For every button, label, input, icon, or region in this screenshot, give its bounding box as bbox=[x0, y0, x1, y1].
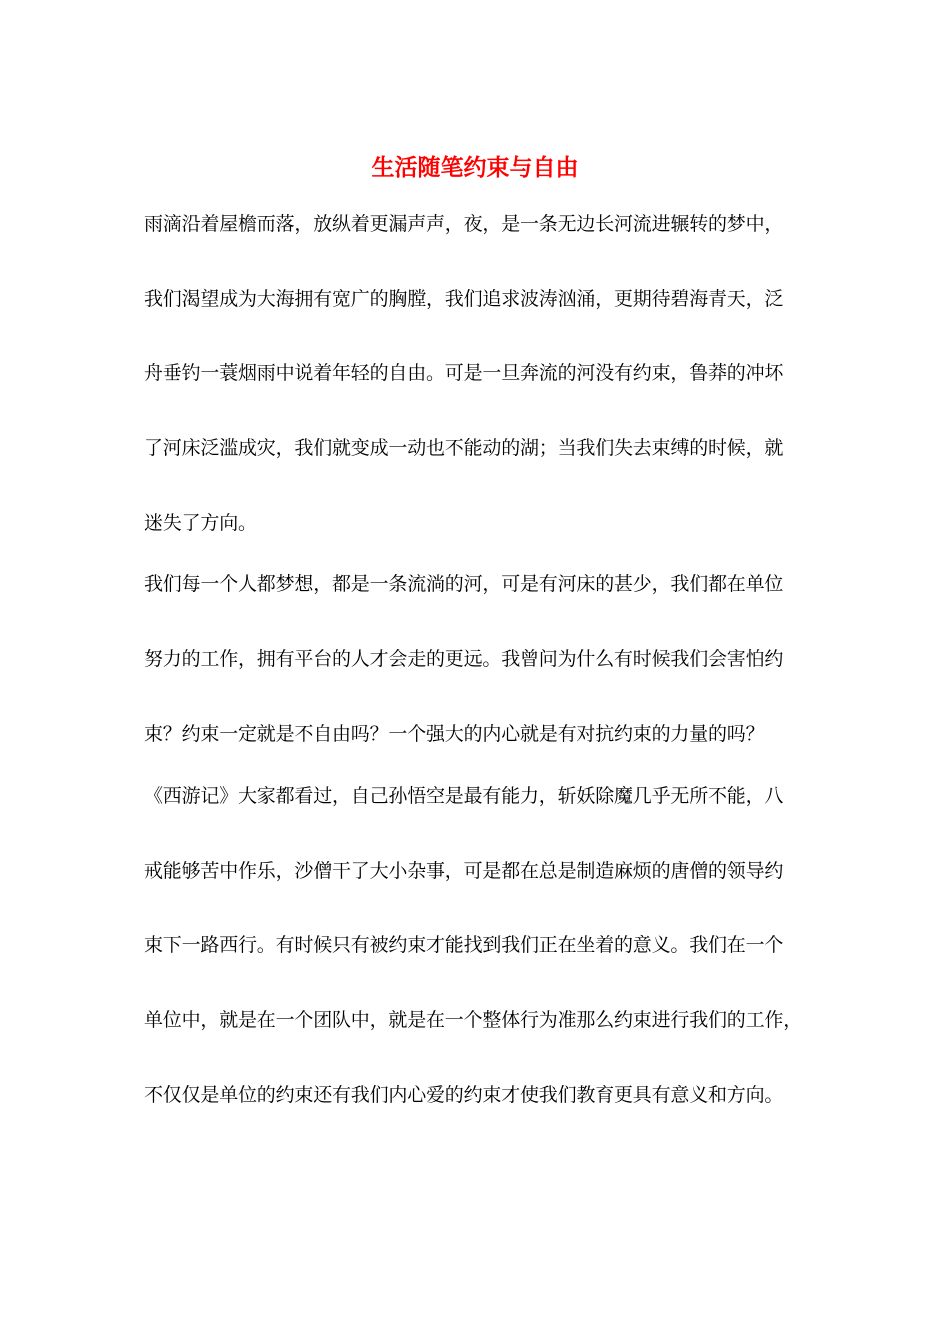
text-line: 束？约束一定就是不自由吗？一个强大的内心就是有对抗约束的力量的吗？ bbox=[144, 723, 765, 745]
text-line: 了河床泛滥成灾，我们就变成一动也不能动的湖；当我们失去束缚的时候，就 bbox=[144, 437, 784, 459]
text-line: 努力的工作，拥有平台的人才会走的更远。我曾问为什么有时候我们会害怕约 bbox=[144, 648, 784, 670]
document-title: 生活随笔约束与自由 bbox=[371, 154, 579, 181]
text-line: 我们每一个人都梦想，都是一条流淌的河，可是有河床的甚少，我们都在单位 bbox=[144, 573, 784, 595]
text-line: 雨滴沿着屋檐而落，放纵着更漏声声，夜，是一条无边长河流进辗转的梦中， bbox=[144, 213, 784, 235]
text-line: 迷失了方向。 bbox=[144, 512, 257, 534]
text-line: 《西游记》大家都看过，自己孙悟空是最有能力，斩妖除魔几乎无所不能，八 bbox=[144, 785, 784, 807]
text-line: 舟垂钓一蓑烟雨中说着年轻的自由。可是一旦奔流的河没有约束，鲁莽的冲坏 bbox=[144, 362, 784, 384]
text-line: 我们渴望成为大海拥有宽广的胸膛，我们追求波涛汹涌，更期待碧海青天，泛 bbox=[144, 288, 784, 310]
text-line: 束下一路西行。有时候只有被约束才能找到我们正在坐着的意义。我们在一个 bbox=[144, 934, 784, 956]
text-line: 不仅仅是单位的约束还有我们内心爱的约束才使我们教育更具有意义和方向。 bbox=[144, 1084, 784, 1106]
text-line: 单位中，就是在一个团队中，就是在一个整体行为准那么约束进行我们的工作， bbox=[144, 1009, 803, 1031]
text-line: 戒能够苦中作乐，沙僧干了大小杂事，可是都在总是制造麻烦的唐僧的领导约 bbox=[144, 860, 784, 882]
